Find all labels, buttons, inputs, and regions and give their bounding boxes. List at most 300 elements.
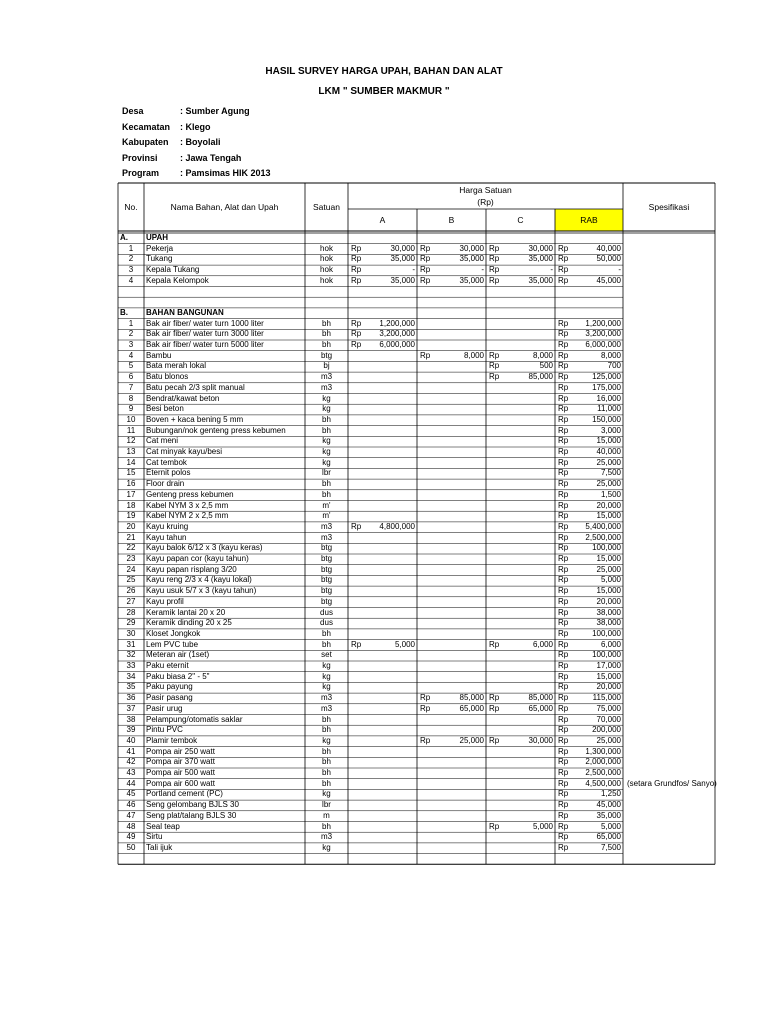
price-b: 35,000 (459, 275, 484, 285)
row-unit: bh (322, 639, 331, 649)
price-rab: 15,000 (596, 436, 621, 446)
row-no: 16 (126, 479, 136, 489)
currency-label: Rp (558, 489, 569, 499)
row-no: 2 (128, 254, 134, 264)
row-name: Kayu balok 6/12 x 3 (kayu keras) (146, 543, 263, 553)
price-rab: 40,000 (596, 243, 621, 253)
currency-label: Rp (558, 746, 569, 756)
price-rab: 75,000 (596, 703, 621, 713)
price-c: 8,000 (532, 350, 553, 360)
row-no: 14 (126, 457, 136, 467)
currency-label: Rp (558, 596, 569, 606)
row-name: Plamir tembok (146, 735, 198, 745)
price-rab: 38,000 (596, 618, 621, 628)
row-unit: btg (320, 586, 333, 596)
row-name: Genteng press kebumen (146, 489, 234, 499)
row-name: Tali ijuk (146, 842, 173, 852)
row-unit: btg (320, 575, 333, 585)
row-name: Keramik lantai 20 x 20 (146, 607, 226, 617)
price-rab: 25,000 (596, 564, 621, 574)
row-no: 50 (126, 842, 136, 852)
currency-label: Rp (558, 340, 569, 349)
price-b: 25,000 (459, 735, 484, 745)
row-unit: lbr (322, 468, 331, 478)
price-rab: 1,250 (600, 789, 621, 799)
document-subtitle: LKM " SUMBER MAKMUR " (318, 86, 450, 97)
price-a: 35,000 (390, 275, 415, 285)
row-unit: btg (320, 596, 333, 606)
row-no: 36 (126, 693, 136, 703)
row-unit: bh (322, 340, 331, 349)
price-rab: 15,000 (596, 554, 621, 563)
row-name: Kepala Tukang (146, 265, 200, 275)
currency-label: Rp (351, 329, 362, 339)
price-b: 30,000 (459, 243, 484, 253)
currency-label: Rp (558, 393, 569, 403)
row-unit: btg (320, 564, 333, 574)
row-name: Kayu papan cor (kayu tahun) (146, 554, 249, 563)
row-no: 20 (126, 521, 136, 531)
currency-label: Rp (558, 628, 569, 638)
row-name: Pompa air 370 watt (146, 757, 215, 767)
price-rab: - (618, 265, 621, 275)
row-name: Kayu kruing (146, 521, 189, 531)
row-no: 7 (128, 382, 134, 392)
currency-label: Rp (558, 479, 569, 489)
price-rab: 200,000 (592, 725, 621, 735)
currency-label: Rp (558, 586, 569, 596)
row-unit: lbr (322, 800, 331, 810)
currency-label: Rp (558, 650, 569, 660)
info-value: : Pamsimas HIK 2013 (180, 168, 271, 178)
price-rab: 100,000 (592, 628, 621, 638)
row-unit: bh (322, 489, 331, 499)
row-no: 4 (128, 350, 134, 360)
price-a: 1,200,000 (379, 318, 415, 328)
currency-label: Rp (489, 639, 500, 649)
currency-label: Rp (558, 436, 569, 446)
section-title: UPAH (146, 233, 169, 242)
currency-label: Rp (558, 318, 569, 328)
price-rab: 1,500 (600, 489, 621, 499)
row-name: Paku payung (146, 682, 193, 692)
info-label: Kabupaten (122, 137, 169, 147)
currency-label: Rp (351, 521, 362, 531)
row-unit: kg (322, 842, 331, 852)
row-no: 21 (126, 532, 136, 542)
row-name: Pekerja (146, 243, 174, 253)
document-title: HASIL SURVEY HARGA UPAH, BAHAN DAN ALAT (265, 66, 503, 77)
currency-label: Rp (558, 243, 569, 253)
currency-label: Rp (558, 500, 569, 510)
currency-label: Rp (558, 543, 569, 553)
row-no: 5 (128, 361, 134, 371)
section-title: BAHAN BANGUNAN (146, 307, 224, 317)
row-name: Bak air fiber/ water turn 3000 liter (146, 329, 264, 339)
row-name: Keramik dinding 20 x 25 (146, 618, 232, 628)
header-rp: (Rp) (477, 197, 494, 207)
row-unit: m3 (320, 703, 333, 713)
info-value: : Jawa Tengah (180, 153, 242, 163)
currency-label: Rp (558, 457, 569, 467)
row-unit: m3 (320, 372, 333, 382)
currency-label: Rp (489, 735, 500, 745)
row-name: Bambu (146, 350, 172, 360)
row-unit: dus (320, 607, 333, 617)
currency-label: Rp (351, 265, 362, 275)
price-rab: 115,000 (592, 693, 621, 703)
currency-label: Rp (558, 575, 569, 585)
header-col-c: C (517, 215, 524, 225)
price-rab: 6,000,000 (585, 340, 621, 349)
info-value: : Klego (180, 122, 211, 132)
row-name: Meteran air (1set) (146, 650, 210, 660)
price-c: 35,000 (528, 254, 553, 264)
price-rab: 2,500,000 (585, 768, 621, 777)
row-no: 40 (126, 735, 136, 745)
price-b: 65,000 (459, 703, 484, 713)
row-no: 31 (126, 639, 136, 649)
currency-label: Rp (558, 703, 569, 713)
price-c: 6,000 (532, 639, 553, 649)
row-no: 47 (126, 810, 136, 820)
row-name: Seng plat/talang BJLS 30 (146, 810, 237, 820)
price-rab: 700 (607, 361, 621, 371)
row-name: Kabel NYM 3 x 2,5 mm (146, 500, 229, 510)
row-unit: kg (322, 436, 331, 446)
row-unit: kg (322, 789, 331, 799)
price-c: 65,000 (528, 703, 553, 713)
row-no: 4 (128, 275, 134, 285)
row-no: 41 (126, 746, 136, 756)
price-c: 35,000 (528, 275, 553, 285)
row-name: Kabel NYM 2 x 2,5 mm (146, 511, 229, 521)
row-no: 1 (128, 243, 134, 253)
currency-label: Rp (558, 768, 569, 777)
price-rab: 4,500,000 (585, 778, 621, 788)
row-no: 2 (128, 329, 134, 339)
row-name: Paku eternit (146, 661, 189, 670)
row-unit: bh (322, 425, 331, 435)
header-col-rab: RAB (580, 215, 598, 225)
price-rab: 100,000 (592, 543, 621, 553)
row-unit: hok (320, 265, 333, 275)
currency-label: Rp (420, 265, 431, 275)
currency-label: Rp (558, 639, 569, 649)
currency-label: Rp (420, 703, 431, 713)
row-no: 37 (126, 703, 136, 713)
price-rab: 150,000 (592, 414, 621, 424)
price-rab: 2,000,000 (585, 757, 621, 767)
row-no: 23 (126, 554, 136, 563)
price-rab: 6,000 (600, 639, 621, 649)
row-unit: hok (320, 243, 333, 253)
currency-label: Rp (558, 468, 569, 478)
row-no: 9 (128, 404, 134, 414)
row-unit: bh (322, 628, 331, 638)
row-no: 25 (126, 575, 136, 585)
info-label: Program (122, 168, 160, 178)
row-unit: bh (322, 414, 331, 424)
row-no: 22 (126, 543, 136, 553)
row-no: 32 (126, 650, 136, 660)
row-no: 45 (126, 789, 136, 799)
row-no: 3 (128, 340, 134, 349)
price-a: - (412, 265, 415, 275)
row-no: 29 (126, 618, 136, 628)
row-name: Kayu profil (146, 596, 184, 606)
price-a: 4,800,000 (379, 521, 415, 531)
currency-label: Rp (558, 778, 569, 788)
header-nama: Nama Bahan, Alat dan Upah (170, 202, 279, 212)
currency-label: Rp (558, 671, 569, 681)
price-rab: 11,000 (597, 404, 621, 414)
row-name: Pompa air 500 watt (146, 768, 215, 777)
price-rab: 5,400,000 (585, 521, 621, 531)
currency-label: Rp (489, 693, 500, 703)
currency-label: Rp (351, 275, 362, 285)
row-unit: m' (322, 500, 331, 510)
row-unit: kg (322, 457, 331, 467)
row-name: Pintu PVC (146, 725, 183, 735)
currency-label: Rp (558, 618, 569, 628)
price-rab: 17,000 (596, 661, 621, 670)
currency-label: Rp (558, 661, 569, 670)
row-unit: bh (322, 746, 331, 756)
price-a: 6,000,000 (379, 340, 415, 349)
currency-label: Rp (558, 521, 569, 531)
currency-label: Rp (420, 275, 431, 285)
row-unit: m3 (320, 521, 333, 531)
currency-label: Rp (351, 340, 362, 349)
row-name: Floor drain (146, 479, 185, 489)
row-unit: m3 (320, 382, 333, 392)
row-name: Pasir pasang (146, 693, 193, 703)
price-a: 30,000 (390, 243, 415, 253)
info-value: : Boyolali (180, 137, 221, 147)
price-a: 35,000 (390, 254, 415, 264)
price-b: 35,000 (459, 254, 484, 264)
row-unit: bh (322, 778, 331, 788)
row-unit: m' (322, 511, 331, 521)
price-rab: 7,500 (600, 842, 621, 852)
row-no: 6 (128, 372, 134, 382)
price-c: 85,000 (528, 693, 553, 703)
currency-label: Rp (558, 414, 569, 424)
currency-label: Rp (558, 447, 569, 456)
price-rab: 25,000 (596, 457, 621, 467)
row-name: Kayu papan risplang 3/20 (146, 564, 237, 574)
row-no: 24 (126, 564, 136, 574)
row-name: Lem PVC tube (146, 639, 199, 649)
currency-label: Rp (558, 832, 569, 842)
row-name: Portland cement (PC) (146, 789, 223, 799)
currency-label: Rp (558, 735, 569, 745)
price-c: - (550, 265, 553, 275)
price-rab: 2,500,000 (585, 532, 621, 542)
row-unit: btg (320, 543, 333, 553)
row-name: Bak air fiber/ water turn 1000 liter (146, 318, 264, 328)
row-no: 1 (128, 318, 134, 328)
currency-label: Rp (558, 607, 569, 617)
currency-label: Rp (489, 821, 500, 831)
price-rab: 1,300,000 (585, 746, 621, 756)
currency-label: Rp (558, 532, 569, 542)
row-name: Bak air fiber/ water turn 5000 liter (146, 340, 264, 349)
row-name: Pompa air 250 watt (146, 746, 215, 756)
row-unit: bh (322, 714, 331, 724)
row-unit: bh (322, 479, 331, 489)
header-spesifikasi: Spesifikasi (648, 202, 690, 212)
currency-label: Rp (558, 693, 569, 703)
price-c: 30,000 (528, 243, 553, 253)
row-unit: m3 (320, 693, 333, 703)
currency-label: Rp (558, 810, 569, 820)
price-c: 30,000 (528, 735, 553, 745)
info-label: Provinsi (122, 153, 158, 163)
price-c: 5,000 (532, 821, 553, 831)
currency-label: Rp (558, 372, 569, 382)
price-rab: 16,000 (596, 393, 621, 403)
currency-label: Rp (351, 639, 362, 649)
currency-label: Rp (489, 361, 500, 371)
row-unit: bh (322, 725, 331, 735)
price-rab: 20,000 (596, 596, 621, 606)
currency-label: Rp (558, 725, 569, 735)
currency-label: Rp (489, 275, 500, 285)
row-no: 33 (126, 661, 136, 670)
row-no: 19 (126, 511, 136, 521)
row-name: Batu pecah 2/3 split manual (146, 382, 245, 392)
row-unit: kg (322, 404, 331, 414)
header-col-b: B (448, 215, 455, 225)
currency-label: Rp (558, 821, 569, 831)
row-name: Boven + kaca bening 5 mm (146, 414, 244, 424)
header-col-a: A (379, 215, 386, 225)
row-no: 15 (126, 468, 136, 478)
row-no: 26 (126, 586, 136, 596)
row-unit: btg (320, 554, 333, 563)
row-no: 30 (126, 628, 136, 638)
currency-label: Rp (558, 554, 569, 563)
price-rab: 125,000 (592, 372, 621, 382)
currency-label: Rp (489, 254, 500, 264)
price-rab: 175,000 (592, 382, 621, 392)
info-value: : Sumber Agung (180, 106, 250, 116)
currency-label: Rp (558, 382, 569, 392)
price-a: 5,000 (394, 639, 415, 649)
row-no: 13 (126, 447, 136, 456)
price-rab: 1,200,000 (585, 318, 621, 328)
price-rab: 25,000 (596, 479, 621, 489)
row-name: Kayu tahun (146, 532, 187, 542)
row-name: Pelampung/otomatis saklar (146, 714, 243, 724)
row-name: Kepala Kelompok (146, 275, 209, 285)
row-unit: m (323, 810, 330, 820)
row-unit: kg (322, 393, 331, 403)
currency-label: Rp (420, 254, 431, 264)
row-no: 28 (126, 607, 136, 617)
price-rab: 5,000 (600, 821, 621, 831)
price-rab: 25,000 (596, 735, 621, 745)
info-label: Kecamatan (122, 122, 171, 132)
row-name: Batu blonos (146, 372, 189, 382)
price-b: 8,000 (463, 350, 484, 360)
currency-label: Rp (558, 789, 569, 799)
row-unit: kg (322, 447, 331, 456)
header-no: No. (124, 202, 138, 212)
currency-label: Rp (351, 318, 362, 328)
row-unit: bh (322, 757, 331, 767)
price-rab: 5,000 (600, 575, 621, 585)
price-rab: 100,000 (592, 650, 621, 660)
price-rab: 40,000 (596, 447, 621, 456)
header-satuan: Satuan (313, 202, 340, 212)
row-name: Tukang (146, 254, 173, 264)
currency-label: Rp (420, 735, 431, 745)
row-unit: m3 (320, 832, 333, 842)
currency-label: Rp (489, 265, 500, 275)
row-no: 49 (126, 832, 136, 842)
price-a: 3,200,000 (379, 329, 415, 339)
row-no: 34 (126, 671, 136, 681)
row-no: 48 (126, 821, 136, 831)
row-name: Eternit polos (146, 468, 191, 478)
row-no: 18 (126, 500, 136, 510)
currency-label: Rp (489, 243, 500, 253)
row-no: 12 (126, 436, 136, 446)
row-no: 8 (128, 393, 134, 403)
currency-label: Rp (558, 265, 569, 275)
info-label: Desa (122, 106, 144, 116)
currency-label: Rp (489, 703, 500, 713)
price-rab: 35,000 (596, 810, 621, 820)
section-code: A. (120, 233, 128, 242)
row-name: Kayu reng 2/3 x 4 (kayu lokal) (146, 575, 252, 585)
currency-label: Rp (558, 329, 569, 339)
price-c: 85,000 (528, 372, 553, 382)
row-unit: hok (320, 275, 333, 285)
currency-label: Rp (351, 254, 362, 264)
row-name: Bata merah lokal (146, 361, 207, 371)
currency-label: Rp (351, 243, 362, 253)
row-unit: m3 (320, 532, 333, 542)
price-rab: 20,000 (596, 500, 621, 510)
row-name: Besi beton (146, 404, 184, 414)
row-unit: kg (322, 682, 331, 692)
row-no: 35 (126, 682, 136, 692)
currency-label: Rp (558, 800, 569, 810)
currency-label: Rp (558, 350, 569, 360)
currency-label: Rp (489, 350, 500, 360)
price-rab: 8,000 (600, 350, 621, 360)
price-rab: 20,000 (596, 682, 621, 692)
currency-label: Rp (558, 757, 569, 767)
row-no: 44 (126, 778, 136, 788)
row-unit: hok (320, 254, 333, 264)
row-no: 38 (126, 714, 136, 724)
row-name: Cat meni (146, 436, 179, 446)
row-unit: bh (322, 318, 331, 328)
row-unit: kg (322, 735, 331, 745)
currency-label: Rp (558, 842, 569, 852)
currency-label: Rp (420, 243, 431, 253)
price-rab: 3,000 (600, 425, 621, 435)
row-no: 42 (126, 757, 136, 767)
currency-label: Rp (558, 714, 569, 724)
row-name: Sirtu (146, 832, 163, 842)
row-name: Kayu usuk 5/7 x 3 (kayu tahun) (146, 586, 257, 596)
